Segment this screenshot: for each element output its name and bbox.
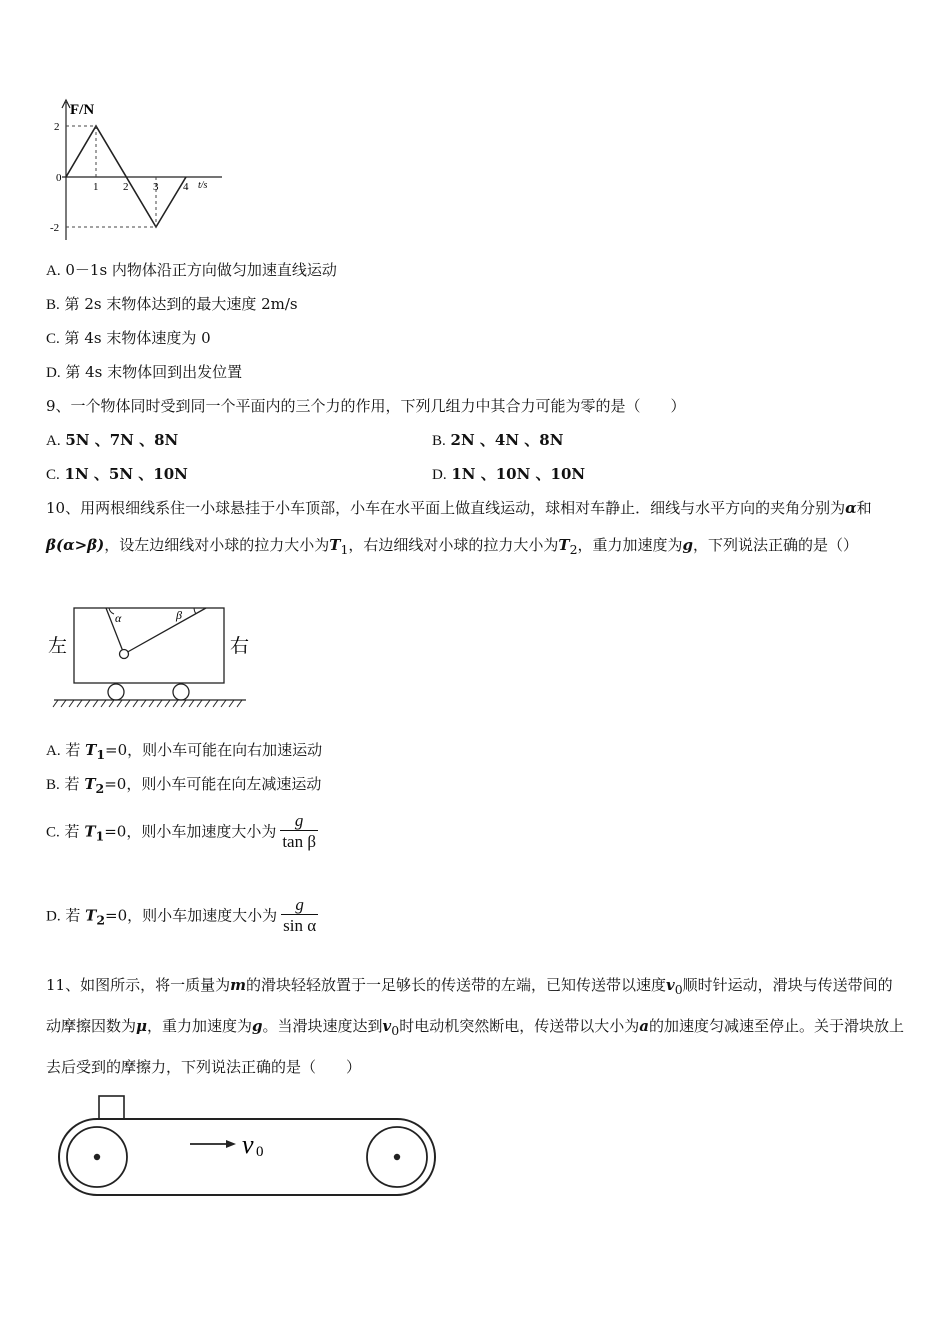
left-wheel [108, 684, 124, 700]
y-tick: -2 [50, 222, 60, 234]
q9-option-a: A. 5N 、7N 、8N [46, 431, 179, 449]
right-wheel [173, 684, 189, 700]
q8-option-d: D. 第 4s 末物体回到出发位置 [46, 363, 243, 381]
x-tick: 4 [183, 181, 189, 193]
velocity-arrowhead [226, 1140, 236, 1148]
q10-stem: 10、用两根细线系住一小球悬挂于小车顶部，小车在水平面上做直线运动，球相对车静止．细线与水平方向的夹角分别为α和β(α>β)，设左边细线对小球的拉力大小为$T_1$，右边细线对小球的拉力大小为$T_2$，重力加速度为g，下列说法正确的是（） [46, 499, 872, 557]
velocity-label: v [242, 1130, 254, 1159]
right-label: 右 [230, 636, 250, 657]
right-axle [394, 1154, 400, 1160]
fraction: $\frac{g}{\text{sin α}}$ [283, 895, 317, 935]
alpha-label: α [115, 611, 122, 625]
x-tick: 1 [93, 181, 99, 193]
y-tick: 0 [56, 172, 62, 184]
x-tick: 3 [153, 181, 159, 193]
conveyor-figure [50, 1090, 445, 1205]
y-axis-label: F/N [70, 102, 95, 118]
velocity-subscript: 0 [256, 1144, 264, 1160]
slider-block [99, 1096, 124, 1119]
ground-hatch [53, 700, 242, 707]
q11-stem: 11、如图所示，将一质量为m的滑块轻轻放置于一足够长的传送带的左端，已知传送带以速度$v_0$顺时针运动，滑块与传送带间的动摩擦因数为μ，重力加速度为g。当滑块速度达到$v_0$时电动机突然断电，传送带以大小为a的加速度匀减速至停止。关于滑块放上去后受到的摩擦力，下列说法正确的是（ ） [46, 976, 904, 1076]
q9-option-c: C. 1N 、5N 、10N [46, 465, 188, 483]
q8-option-a: A. 0－1s 内物体沿正方向做匀加速直线运动 [46, 261, 337, 279]
cart-body [74, 608, 224, 683]
q10-option-b: B. 若 $T_2=0$，则小车可能在向左减速运动 [46, 775, 322, 796]
x-axis-label: t/s [198, 180, 208, 191]
ball [120, 650, 129, 659]
q9-stem: 9、一个物体同时受到同一个平面内的三个力的作用，下列几组力中其合力可能为零的是（ ） [46, 397, 686, 415]
force-time-graph [40, 92, 230, 252]
q8-option-b: B. 第 2s 末物体达到的最大速度 2m/s [46, 295, 298, 313]
left-axle [94, 1154, 100, 1160]
x-tick: 2 [123, 181, 129, 193]
fraction: $\frac{g}{\text{tan β}}$ [282, 811, 316, 851]
y-tick: 2 [54, 121, 60, 133]
q8-option-c: C. 第 4s 末物体速度为 0 [46, 329, 211, 347]
q10-option-c: C. 若 $T_1=0$，则小车加速度大小为 $\frac{g}{\text{tan β}}$ [46, 811, 316, 851]
q9-option-b: B. 2N 、4N 、8N [432, 431, 564, 449]
q10-option-d: D. 若 $T_2=0$，则小车加速度大小为 $\frac{g}{\text{sin α}}$ [46, 895, 317, 935]
right-string [124, 608, 206, 654]
cart-figure [44, 600, 254, 712]
beta-label: β [176, 608, 182, 622]
left-label: 左 [48, 636, 68, 657]
q9-option-d: D. 1N 、10N 、10N [432, 465, 586, 483]
q10-option-a: A. 若 $T_1=0$，则小车可能在向右加速运动 [46, 741, 323, 762]
